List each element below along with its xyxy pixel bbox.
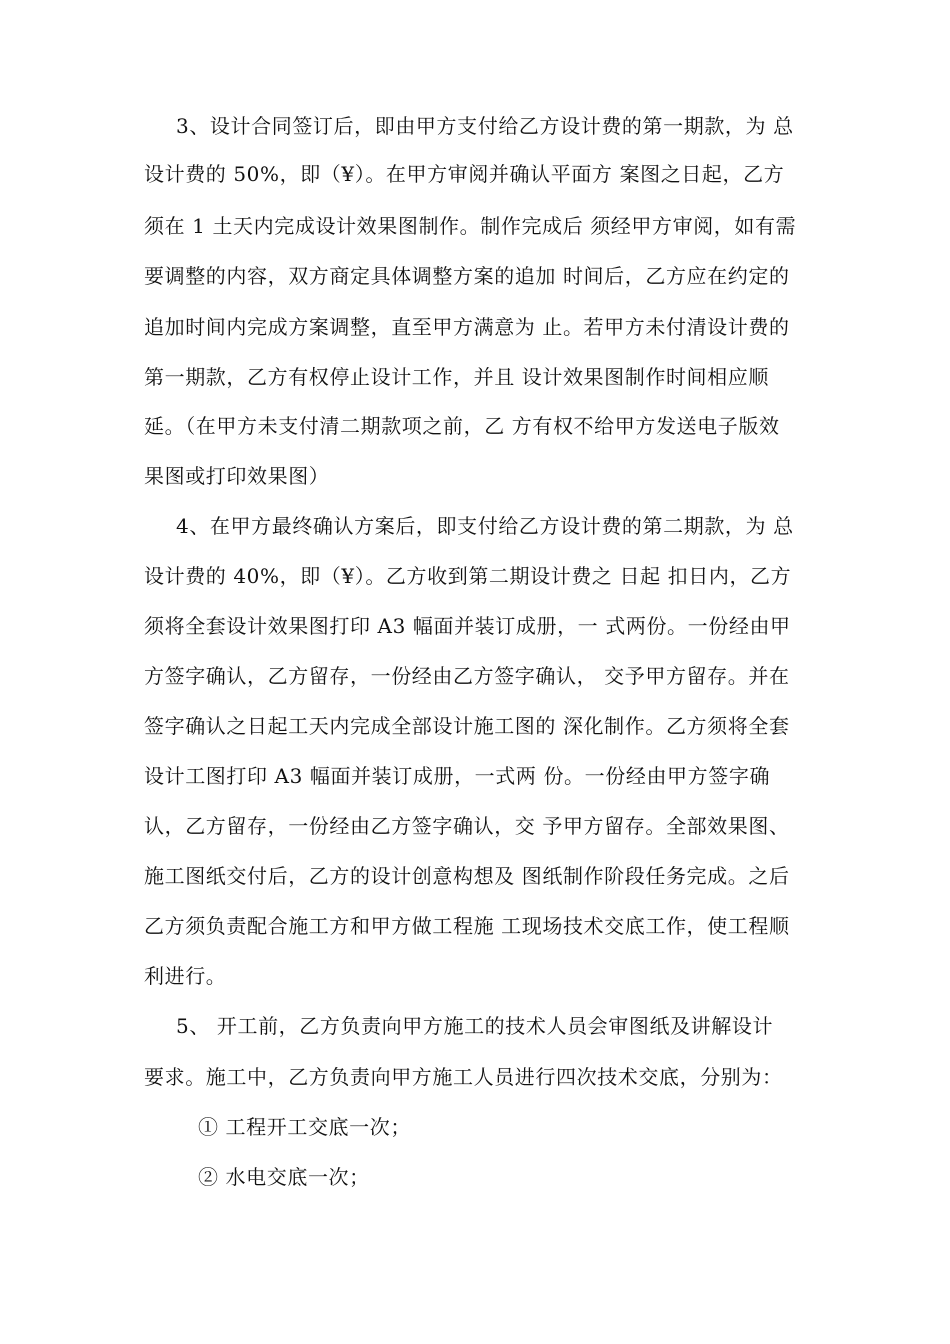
paragraph-4-line-7: 认，乙方留存，一份经由乙方签字确认，交 予甲方留存。全部效果图、 [144, 814, 790, 838]
paragraph-4-line-8: 施工图纸交付后，乙方的设计创意构想及 图纸制作阶段任务完成。之后 [144, 864, 790, 888]
list-item: ① 工程开工交底一次； [198, 1115, 411, 1139]
paragraph-4-line-1: 4、在甲方最终确认方案后，即支付给乙方设计费的第二期款，为 总 [176, 514, 794, 538]
paragraph-4-line-4: 方签字确认，乙方留存，一份经由乙方签字确认， 交予甲方留存。并在 [144, 664, 790, 688]
list-item: ② 水电交底一次； [198, 1165, 370, 1189]
paragraph-3-line-8: 果图或打印效果图） [144, 464, 330, 488]
paragraph-3-line-6: 第一期款，乙方有权停止设计工作，并且 设计效果图制作时间相应顺 [144, 365, 769, 389]
paragraph-3-line-4: 要调整的内容，双方商定具体调整方案的追加 时间后，乙方应在约定的 [144, 264, 790, 288]
paragraph-5-line-2: 要求。施工中，乙方负责向甲方施工人员进行四次技术交底，分别为： [144, 1065, 783, 1089]
paragraph-4-line-6: 设计工图打印 A3 幅面并装订成册，一式两 份。一份经由甲方签字确 [144, 764, 771, 788]
paragraph-4-line-3: 须将全套设计效果图打印 A3 幅面并装订成册，一 式两份。一份经由甲 [144, 614, 791, 638]
paragraph-4-line-2: 设计费的 40%，即（¥）。乙方收到第二期设计费之 日起 扣日内，乙方 [144, 564, 792, 588]
paragraph-3-line-7: 延。（在甲方未支付清二期款项之前，乙 方有权不给甲方发送电子版效 [144, 414, 780, 438]
paragraph-3-line-1: 3、设计合同签订后，即由甲方支付给乙方设计费的第一期款，为 总 [176, 114, 794, 138]
paragraph-3-line-5: 追加时间内完成方案调整，直至甲方满意为 止。若甲方未付清设计费的 [144, 315, 790, 339]
paragraph-5-line-1: 5、 开工前，乙方负责向甲方施工的技术人员会审图纸及讲解设计 [176, 1014, 774, 1038]
paragraph-4-line-5: 签字确认之日起工天内完成全部设计施工图的 深化制作。乙方须将全套 [144, 714, 790, 738]
paragraph-4-line-9: 乙方须负责配合施工方和甲方做工程施 工现场技术交底工作，使工程顺 [144, 914, 790, 938]
paragraph-4-line-10: 利进行。 [144, 964, 227, 988]
paragraph-3-line-2: 设计费的 50%，即（¥）。在甲方审阅并确认平面方 案图之日起，乙方 [144, 162, 785, 186]
paragraph-3-line-3: 须在 1 土天内完成设计效果图制作。制作完成后 须经甲方审阅，如有需 [144, 214, 797, 238]
